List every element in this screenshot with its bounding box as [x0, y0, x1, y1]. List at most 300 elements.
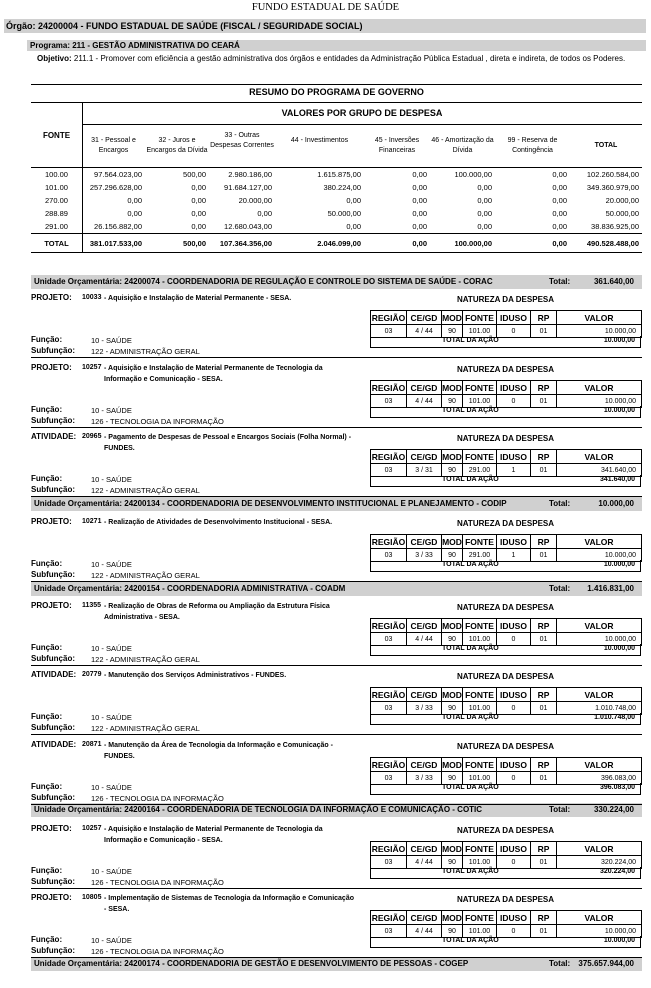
natureza-header: NATUREZA DA DESPESA — [456, 826, 555, 835]
funcao-label: Função: — [31, 559, 63, 568]
summary-value-cell: 0,00 — [127, 196, 142, 205]
unit-total-label: Total: — [549, 584, 571, 593]
total-acao-value: 396.083,00 — [599, 784, 635, 791]
summary-value-cell: 0,00 — [477, 222, 492, 231]
natureza-col-header: IDUSO — [497, 619, 531, 633]
total-acao-row — [370, 336, 641, 348]
subfuncao-label: Subfunção: — [31, 416, 75, 425]
summary-border — [31, 233, 642, 234]
summary-value-cell: 0,00 — [191, 209, 206, 218]
action-type: PROJETO: — [31, 601, 72, 610]
natureza-cell: 03 — [371, 395, 407, 408]
natureza-cell: 4 / 44 — [407, 633, 442, 646]
natureza-cell: 101.00 — [463, 702, 497, 715]
section-separator — [31, 734, 642, 735]
natureza-cell: 101.00 — [463, 633, 497, 646]
total-acao-label: TOTAL DA AÇÃO — [442, 784, 499, 791]
action-type: PROJETO: — [31, 893, 72, 902]
natureza-table — [370, 449, 642, 477]
subfuncao-value: 122 - ADMINISTRAÇÃO GERAL — [91, 655, 200, 664]
section-separator — [31, 581, 642, 582]
action-code: 20871 — [82, 741, 102, 748]
subfuncao-label: Subfunção: — [31, 793, 75, 802]
action-description: - Aquisição e Instalação de Material Permanente de Tecnologia da Informação e Comunicação - SESA. — [104, 365, 323, 383]
summary-value-cell: 0,00 — [412, 170, 427, 179]
summary-value-cell: 0,00 — [191, 222, 206, 231]
natureza-cell: 0 — [497, 325, 531, 338]
natureza-header: NATUREZA DA DESPESA — [456, 295, 555, 304]
natureza-table — [370, 910, 642, 938]
natureza-table — [370, 687, 642, 715]
summary-fonte-cell: 291.00 — [45, 222, 68, 231]
page-title: FUNDO ESTADUAL DE SAÚDE — [251, 2, 400, 13]
natureza-cell: 101.00 — [463, 772, 497, 785]
action-description: - Manutenção da Área de Tecnologia da Informação e Comunicação - FUNDES. — [104, 742, 333, 760]
summary-col-header: 99 - Reserva de Contingência — [507, 137, 558, 154]
total-acao-label: TOTAL DA AÇÃO — [442, 868, 499, 875]
summary-fonte-cell: 101.00 — [45, 183, 68, 192]
summary-value-cell: 490.528.488,00 — [586, 239, 639, 248]
natureza-col-header: REGIÃO — [371, 382, 406, 393]
summary-value-cell: 0,00 — [477, 209, 492, 218]
natureza-col-header: REGIÃO — [371, 451, 406, 462]
natureza-cell: 320.224,00 — [557, 856, 642, 869]
summary-value-cell: 0,00 — [412, 183, 427, 192]
natureza-cell: 291.00 — [463, 464, 497, 477]
natureza-cell: 3 / 31 — [407, 464, 442, 477]
total-acao-label: TOTAL DA AÇÃO — [442, 645, 499, 652]
natureza-table — [370, 310, 642, 338]
summary-fonte-cell: 270.00 — [45, 196, 68, 205]
summary-value-cell: 91.684.127,00 — [224, 183, 272, 192]
natureza-cell: 03 — [371, 925, 407, 938]
natureza-cell: 3 / 33 — [407, 549, 442, 562]
natureza-col-header: IDUSO — [497, 381, 531, 395]
summary-value-cell: 500,00 — [183, 239, 206, 248]
natureza-col-header: MOD — [442, 689, 462, 700]
funcao-value: 10 - SAÚDE — [91, 336, 132, 345]
action-description: - Aquisição e Instalação de Material Permanente de Tecnologia da Informação e Comunicação - SESA. — [104, 826, 323, 844]
natureza-col-header: RP — [531, 619, 557, 633]
unit-name: Unidade Orçamentária: 24200074 - COORDENADORIA DE REGULAÇÃO E CONTROLE DO SISTEMA DE SAÚDE - CORAC — [34, 277, 493, 286]
natureza-cell: 0 — [497, 702, 531, 715]
action-code: 10033 — [82, 294, 102, 301]
funcao-label: Função: — [31, 712, 63, 721]
action-description: - Pagamento de Despesas de Pessoal e Encargos Sociais (Folha Normal) - FUNDES. — [104, 434, 352, 452]
total-acao-value: 320.224,00 — [599, 868, 635, 875]
natureza-header: NATUREZA DA DESPESA — [456, 434, 555, 443]
summary-col-header: 31 - Pessoal e Encargos — [91, 137, 136, 154]
natureza-cell: 10.000,00 — [557, 633, 642, 646]
natureza-col-header: FONTE — [463, 842, 497, 856]
natureza-cell: 90 — [442, 395, 463, 408]
natureza-col-header: FONTE — [463, 450, 497, 464]
summary-fonte-cell: 288.89 — [45, 209, 68, 218]
summary-value-cell: 107.364.356,00 — [219, 239, 272, 248]
natureza-col-header: VALOR — [557, 688, 642, 702]
natureza-col-header: VALOR — [557, 450, 642, 464]
natureza-cell: 10.000,00 — [557, 325, 642, 338]
unit-bar — [31, 582, 642, 596]
natureza-cell: 341.640,00 — [557, 464, 642, 477]
natureza-col-header: REGIÃO — [371, 536, 406, 547]
natureza-table — [370, 618, 642, 646]
natureza-table — [370, 757, 642, 785]
unit-name: Unidade Orçamentária: 24200134 - COORDENADORIA DE DESENVOLVIMENTO INSTITUCIONAL E PLANEJAMENTO - CODIP — [34, 499, 507, 508]
natureza-col-header: RP — [531, 758, 557, 772]
action-code: 11355 — [82, 602, 102, 609]
natureza-cell: 03 — [371, 856, 407, 869]
fonte-header: FONTE — [42, 131, 71, 140]
natureza-col-header: VALOR — [557, 619, 642, 633]
unit-total-label: Total: — [549, 805, 571, 814]
natureza-cell: 101.00 — [463, 325, 497, 338]
subfuncao-value: 122 - ADMINISTRAÇÃO GERAL — [91, 724, 200, 733]
action-type: ATIVIDADE: — [31, 670, 77, 679]
natureza-col-header: FONTE — [463, 535, 497, 549]
natureza-cell: 90 — [442, 702, 463, 715]
summary-fonte-cell: 100.00 — [45, 170, 68, 179]
summary-value-cell: 0,00 — [346, 222, 361, 231]
natureza-col-header: REGIÃO — [371, 689, 406, 700]
action-type: PROJETO: — [31, 517, 72, 526]
summary-value-cell: 100.000,00 — [454, 170, 492, 179]
natureza-col-header: FONTE — [463, 381, 497, 395]
section-separator — [31, 888, 642, 889]
action-code: 20965 — [82, 433, 102, 440]
summary-col-header: 44 - Investimentos — [290, 137, 349, 144]
summary-value-cell: 0,00 — [412, 222, 427, 231]
natureza-cell: 0 — [497, 925, 531, 938]
unit-total-label: Total: — [549, 277, 571, 286]
natureza-col-header: CE/GD — [407, 535, 442, 549]
natureza-cell: 01 — [531, 633, 557, 646]
natureza-cell: 3 / 33 — [407, 702, 442, 715]
objetivo-text: 211.1 - Promover com eficiência a gestão administrativa dos órgãos e entidades da Administração Pública Estadual , direta e indireta, de todos os Poderes. — [73, 54, 626, 63]
funcao-value: 10 - SAÚDE — [91, 475, 132, 484]
total-acao-row — [370, 475, 641, 487]
summary-value-cell: 0,00 — [191, 183, 206, 192]
natureza-cell: 03 — [371, 633, 407, 646]
unit-total-value: 330.224,00 — [593, 805, 634, 814]
natureza-col-header: REGIÃO — [371, 912, 406, 923]
natureza-col-header: VALOR — [557, 842, 642, 856]
summary-value-cell: 50.000,00 — [327, 209, 361, 218]
objetivo-label: Objetivo: — [37, 54, 72, 63]
funcao-label: Função: — [31, 643, 63, 652]
natureza-cell: 03 — [371, 772, 407, 785]
total-acao-value: 341.640,00 — [599, 476, 635, 483]
natureza-cell: 01 — [531, 395, 557, 408]
summary-value-cell: 1.615.875,00 — [317, 170, 361, 179]
section-separator — [31, 804, 642, 805]
natureza-cell: 90 — [442, 856, 463, 869]
natureza-col-header: RP — [531, 311, 557, 325]
summary-value-cell: 2.046.099,00 — [317, 239, 361, 248]
action-code: 20779 — [82, 671, 102, 678]
natureza-col-header: FONTE — [463, 688, 497, 702]
natureza-col-header: MOD — [442, 451, 462, 462]
natureza-cell: 291.00 — [463, 549, 497, 562]
action-code: 10257 — [82, 825, 102, 832]
unit-bar — [31, 497, 642, 511]
summary-value-cell: 0,00 — [552, 183, 567, 192]
summary-value-cell: 12.680.043,00 — [224, 222, 272, 231]
natureza-cell: 1 — [497, 464, 531, 477]
natureza-table — [370, 841, 642, 869]
natureza-col-header: VALOR — [557, 535, 642, 549]
action-description: - Realização de Atividades de Desenvolvimento Institucional - SESA. — [104, 519, 333, 526]
natureza-cell: 03 — [371, 702, 407, 715]
summary-border-bottom — [31, 252, 642, 253]
total-acao-value: 1.010.748,00 — [594, 714, 635, 721]
natureza-cell: 01 — [531, 702, 557, 715]
natureza-cell: 10.000,00 — [557, 395, 642, 408]
action-type: ATIVIDADE: — [31, 740, 77, 749]
natureza-col-header: VALOR — [557, 381, 642, 395]
summary-value-cell: 102.260.584,00 — [586, 170, 639, 179]
summary-border — [31, 102, 642, 103]
summary-value-cell: 0,00 — [552, 222, 567, 231]
natureza-col-header: MOD — [442, 843, 462, 854]
action-code: 10271 — [82, 518, 102, 525]
summary-value-cell: 500,00 — [183, 170, 206, 179]
funcao-label: Função: — [31, 474, 63, 483]
natureza-table — [370, 534, 642, 562]
natureza-cell: 101.00 — [463, 395, 497, 408]
total-acao-label: TOTAL DA AÇÃO — [442, 476, 499, 483]
natureza-cell: 101.00 — [463, 856, 497, 869]
unit-name: Unidade Orçamentária: 24200174 - COORDENADORIA DE GESTÃO E DESENVOLVIMENTO DE PESSOAS - COGEP — [34, 959, 469, 968]
summary-border — [82, 124, 642, 125]
summary-value-cell: 0,00 — [412, 239, 427, 248]
unit-total-value: 1.416.831,00 — [587, 584, 634, 593]
subfuncao-value: 122 - ADMINISTRAÇÃO GERAL — [91, 347, 200, 356]
unit-name: Unidade Orçamentária: 24200164 - COORDENADORIA DE TECNOLOGIA DA INFORMAÇÃO E COMUNICAÇÃO - COTIC — [34, 805, 483, 814]
section-separator — [31, 665, 642, 666]
subfuncao-value: 126 - TECNOLOGIA DA INFORMAÇÃO — [91, 878, 224, 887]
natureza-cell: 4 / 44 — [407, 325, 442, 338]
natureza-col-header: REGIÃO — [371, 620, 406, 631]
summary-value-cell: 0,00 — [552, 196, 567, 205]
natureza-cell: 0 — [497, 395, 531, 408]
funcao-value: 10 - SAÚDE — [91, 644, 132, 653]
natureza-cell: 03 — [371, 549, 407, 562]
subfuncao-label: Subfunção: — [31, 346, 75, 355]
subfuncao-value: 126 - TECNOLOGIA DA INFORMAÇÃO — [91, 947, 224, 956]
total-acao-value: 10.000,00 — [603, 645, 635, 652]
summary-value-cell: 0,00 — [191, 196, 206, 205]
action-code: 10257 — [82, 364, 102, 371]
natureza-col-header: RP — [531, 688, 557, 702]
natureza-col-header: MOD — [442, 620, 462, 631]
unit-total-value: 361.640,00 — [593, 277, 634, 286]
action-type: PROJETO: — [31, 293, 72, 302]
funcao-value: 10 - SAÚDE — [91, 560, 132, 569]
total-acao-label: TOTAL DA AÇÃO — [442, 714, 499, 721]
natureza-cell: 0 — [497, 633, 531, 646]
summary-value-cell: 0,00 — [412, 196, 427, 205]
natureza-header: NATUREZA DA DESPESA — [456, 672, 555, 681]
orgao-bar: Órgão: 24200004 - FUNDO ESTADUAL DE SAÚDE (FISCAL / SEGURIDADE SOCIAL) — [4, 19, 646, 33]
natureza-col-header: IDUSO — [497, 758, 531, 772]
subfuncao-label: Subfunção: — [31, 654, 75, 663]
natureza-col-header: FONTE — [463, 619, 497, 633]
natureza-cell: 01 — [531, 464, 557, 477]
total-acao-value: 10.000,00 — [603, 937, 635, 944]
summary-value-cell: 0,00 — [552, 209, 567, 218]
natureza-col-header: IDUSO — [497, 842, 531, 856]
natureza-header: NATUREZA DA DESPESA — [456, 742, 555, 751]
subfuncao-label: Subfunção: — [31, 570, 75, 579]
subfuncao-label: Subfunção: — [31, 946, 75, 955]
summary-value-cell: 349.360.979,00 — [586, 183, 639, 192]
summary-value-cell: 97.564.023,00 — [94, 170, 142, 179]
natureza-header: NATUREZA DA DESPESA — [456, 895, 555, 904]
natureza-cell: 101.00 — [463, 925, 497, 938]
programa-bar: Programa: 211 - GESTÃO ADMINISTRATIVA DO CEARÁ — [27, 40, 646, 51]
total-acao-row — [370, 560, 641, 572]
natureza-cell: 90 — [442, 325, 463, 338]
natureza-header: NATUREZA DA DESPESA — [456, 519, 555, 528]
natureza-col-header: REGIÃO — [371, 759, 406, 770]
natureza-header: NATUREZA DA DESPESA — [456, 365, 555, 374]
summary-subtitle: VALORES POR GRUPO DE DESPESA — [281, 108, 443, 118]
natureza-cell: 396.083,00 — [557, 772, 642, 785]
total-acao-row — [370, 713, 641, 725]
natureza-cell: 4 / 44 — [407, 395, 442, 408]
summary-title: RESUMO DO PROGRAMA DE GOVERNO — [249, 87, 424, 97]
natureza-header: NATUREZA DA DESPESA — [456, 603, 555, 612]
summary-col-header: 32 - Juros e Encargos da Dívida — [146, 137, 208, 154]
objetivo — [37, 54, 625, 63]
natureza-cell: 01 — [531, 856, 557, 869]
unit-bar — [31, 803, 642, 817]
natureza-col-header: MOD — [442, 312, 462, 323]
natureza-col-header: RP — [531, 535, 557, 549]
section-separator — [31, 357, 642, 358]
unit-total-value: 10.000,00 — [598, 499, 634, 508]
funcao-label: Função: — [31, 866, 63, 875]
action-code: 10805 — [82, 894, 102, 901]
natureza-cell: 01 — [531, 925, 557, 938]
unit-total-label: Total: — [549, 499, 571, 508]
summary-value-cell: 257.296.628,00 — [89, 183, 142, 192]
natureza-cell: 1.010.748,00 — [557, 702, 642, 715]
funcao-label: Função: — [31, 935, 63, 944]
natureza-cell: 10.000,00 — [557, 549, 642, 562]
natureza-col-header: REGIÃO — [371, 843, 406, 854]
natureza-cell: 01 — [531, 772, 557, 785]
section-separator — [31, 427, 642, 428]
unit-bar — [31, 275, 642, 289]
natureza-col-header: FONTE — [463, 911, 497, 925]
summary-value-cell: 381.017.533,00 — [89, 239, 142, 248]
funcao-value: 10 - SAÚDE — [91, 936, 132, 945]
subfuncao-label: Subfunção: — [31, 485, 75, 494]
natureza-col-header: FONTE — [463, 758, 497, 772]
natureza-cell: 90 — [442, 772, 463, 785]
summary-value-cell: 0,00 — [257, 209, 272, 218]
summary-value-cell: 20.000,00 — [605, 196, 639, 205]
natureza-col-header: CE/GD — [407, 842, 442, 856]
natureza-cell: 10.000,00 — [557, 925, 642, 938]
natureza-col-header: CE/GD — [407, 450, 442, 464]
total-acao-row — [370, 936, 641, 948]
action-type: PROJETO: — [31, 363, 72, 372]
summary-value-cell: 0,00 — [127, 209, 142, 218]
total-acao-label: TOTAL DA AÇÃO — [442, 407, 499, 414]
funcao-label: Função: — [31, 335, 63, 344]
funcao-value: 10 - SAÚDE — [91, 713, 132, 722]
summary-border — [31, 167, 642, 168]
action-description: - Realização de Obras de Reforma ou Ampliação da Estrutura Física Administrativa - SESA. — [104, 603, 330, 621]
summary-value-cell: 26.156.882,00 — [94, 222, 142, 231]
natureza-col-header: RP — [531, 381, 557, 395]
natureza-col-header: MOD — [442, 382, 462, 393]
natureza-col-header: VALOR — [557, 758, 642, 772]
natureza-col-header: VALOR — [557, 311, 642, 325]
summary-col-header: 45 - Inversões Financeiras — [374, 137, 420, 154]
natureza-col-header: MOD — [442, 912, 462, 923]
natureza-col-header: CE/GD — [407, 311, 442, 325]
action-type: PROJETO: — [31, 824, 72, 833]
natureza-cell: 0 — [497, 772, 531, 785]
action-description: - Manutenção dos Serviços Administrativos - FUNDES. — [104, 672, 287, 679]
summary-value-cell: 0,00 — [346, 196, 361, 205]
section-separator — [31, 957, 642, 958]
total-acao-row — [370, 783, 641, 795]
summary-value-cell: 0,00 — [477, 196, 492, 205]
natureza-cell: 4 / 44 — [407, 925, 442, 938]
funcao-value: 10 - SAÚDE — [91, 867, 132, 876]
total-acao-row — [370, 867, 641, 879]
total-acao-value: 10.000,00 — [603, 407, 635, 414]
subfuncao-value: 126 - TECNOLOGIA DA INFORMAÇÃO — [91, 417, 224, 426]
summary-border-top — [31, 84, 642, 85]
natureza-col-header: IDUSO — [497, 911, 531, 925]
total-acao-value: 10.000,00 — [603, 561, 635, 568]
unit-total-value: 375.657.944,00 — [578, 959, 634, 968]
natureza-cell: 90 — [442, 464, 463, 477]
funcao-value: 10 - SAÚDE — [91, 783, 132, 792]
summary-col-header: 46 - Amortização da Dívida — [431, 137, 494, 154]
funcao-value: 10 - SAÚDE — [91, 406, 132, 415]
action-type: ATIVIDADE: — [31, 432, 77, 441]
natureza-col-header: MOD — [442, 536, 462, 547]
summary-value-cell: 0,00 — [552, 239, 567, 248]
summary-value-cell: 50.000,00 — [605, 209, 639, 218]
natureza-cell: 03 — [371, 464, 407, 477]
total-acao-label: TOTAL DA AÇÃO — [442, 561, 499, 568]
summary-divider — [82, 102, 83, 252]
natureza-cell: 3 / 33 — [407, 772, 442, 785]
total-acao-label: TOTAL DA AÇÃO — [442, 337, 499, 344]
natureza-col-header: IDUSO — [497, 311, 531, 325]
natureza-cell: 1 — [497, 549, 531, 562]
summary-value-cell: 0,00 — [477, 183, 492, 192]
total-acao-row — [370, 406, 641, 418]
summary-col-header: 33 - Outras Despesas Correntes — [210, 132, 274, 149]
natureza-col-header: CE/GD — [407, 688, 442, 702]
summary-value-cell: 38.836.925,00 — [591, 222, 639, 231]
natureza-col-header: CE/GD — [407, 619, 442, 633]
summary-fonte-cell: TOTAL — [44, 239, 69, 248]
natureza-col-header: IDUSO — [497, 535, 531, 549]
summary-value-cell: 20.000,00 — [238, 196, 272, 205]
summary-value-cell: 0,00 — [552, 170, 567, 179]
subfuncao-value: 126 - TECNOLOGIA DA INFORMAÇÃO — [91, 794, 224, 803]
